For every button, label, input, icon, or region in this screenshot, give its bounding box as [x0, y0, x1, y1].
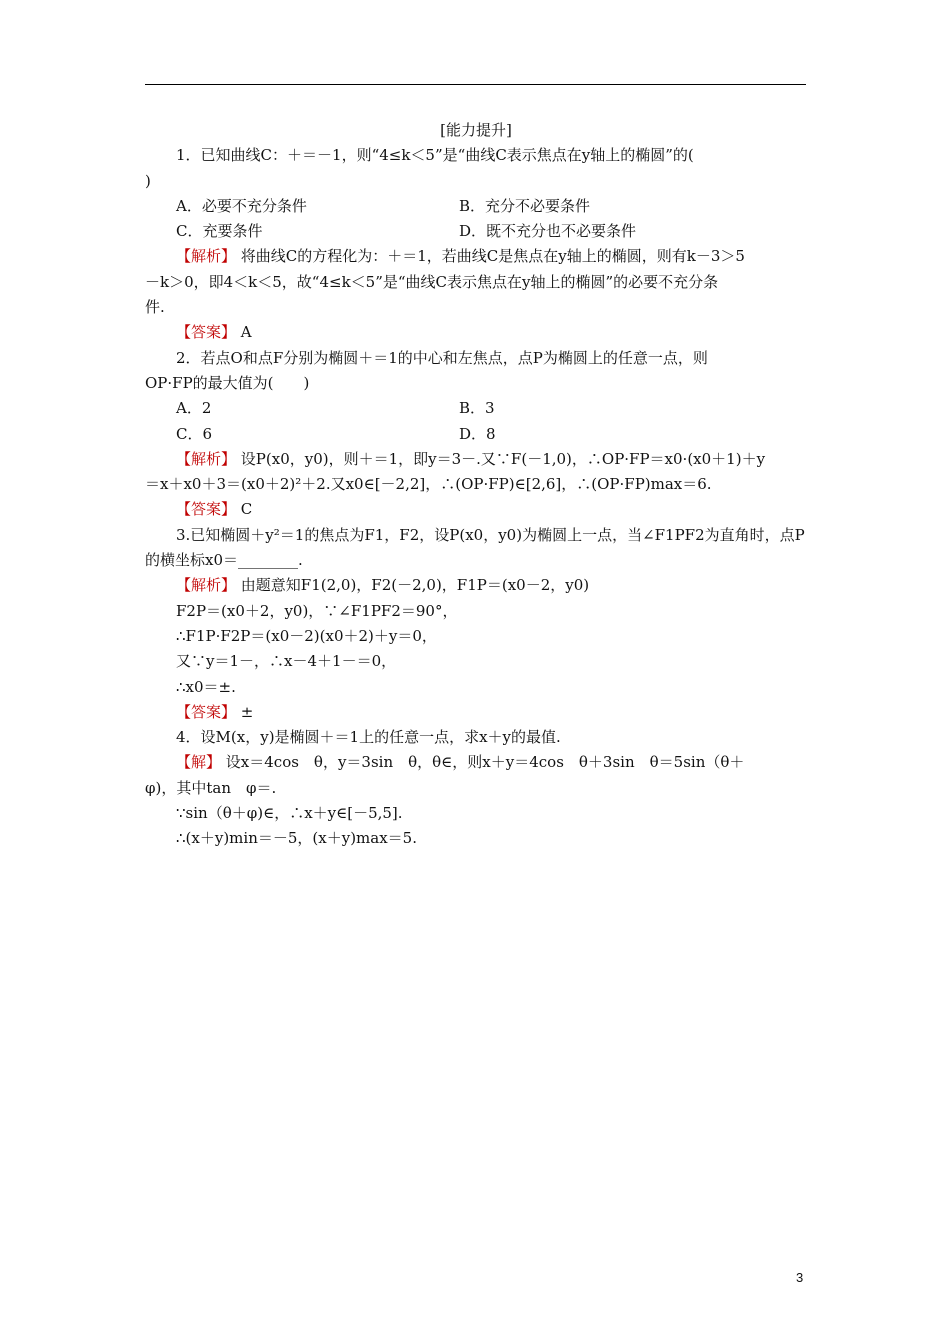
q1-answer: 【答案】 A — [176, 323, 252, 342]
q3-analysis: 【解析】 由题意知F1(2,0)，F2(－2,0)，F1P＝(x0－2，y0) — [176, 576, 590, 595]
q2-option-d: D．8 — [459, 424, 496, 443]
answer-tag: 【答案】 — [176, 702, 237, 721]
question-3 — [145, 523, 807, 725]
q2-analysis-cont: ＝x＋x0＋3＝(x0＋2)²＋2.又x0∈[－2,2]，∴(OP·FP)∈[2,6]，∴(OP·FP)max＝6. — [145, 475, 712, 494]
analysis-tag: 【解析】 — [176, 247, 237, 266]
q4-solution-cont: φ)，其中tan φ＝. — [145, 778, 277, 797]
q1-stem-cont: ) — [145, 171, 151, 190]
q3-answer: 【答案】 ± — [176, 702, 254, 721]
q3-step-2: F2P＝(x0＋2，y0)，∵∠F1PF2＝90°， — [176, 601, 458, 620]
solution-tag: 【解】 — [176, 753, 222, 772]
q1-option-d: D．既不充分也不必要条件 — [459, 222, 637, 241]
q3-step-3: ∴F1P·F2P＝(x0－2)(x0＋2)＋y＝0， — [176, 626, 437, 645]
q1-options-cd — [145, 219, 807, 244]
question-2 — [145, 346, 807, 523]
q1-analysis-end: 件. — [145, 298, 165, 317]
answer-tag: 【答案】 — [176, 323, 237, 342]
q2-stem: 2．若点O和点F分别为椭圆＋＝1的中心和左焦点，点P为椭圆上的任意一点，则 — [176, 348, 708, 367]
q3-step-4: 又∵y＝1－，∴x－4＋1－＝0， — [176, 652, 397, 671]
q2-options-ab — [145, 396, 807, 421]
q1-option-c: C．充要条件 — [176, 222, 263, 241]
q1-options-ab — [145, 194, 807, 219]
q2-option-b: B．3 — [459, 399, 495, 418]
q2-answer: 【答案】 C — [176, 500, 253, 519]
document-body — [145, 118, 807, 852]
q1-analysis-cont: －k＞0，即4＜k＜5，故“4≤k＜5”是“曲线C表示焦点在y轴上的椭圆”的必要不充分条 — [145, 272, 719, 291]
q4-stem: 4．设M(x，y)是椭圆＋＝1上的任意一点，求x＋y的最值. — [176, 728, 561, 747]
q2-stem-cont: OP·FP的最大值为( ) — [145, 373, 310, 392]
q2-options-cd — [145, 422, 807, 447]
header-rule — [145, 84, 806, 85]
analysis-tag: 【解析】 — [176, 576, 237, 595]
q2-option-a: A．2 — [176, 399, 212, 418]
question-1 — [145, 143, 807, 345]
section-title: [能力提升] — [440, 121, 512, 139]
q3-stem: 3.已知椭圆＋y²＝1的焦点为F1，F2，设P(x0，y0)为椭圆上一点，当∠F1PF2为直角时，点P — [176, 525, 805, 544]
q3-stem-cont: 的横坐标x0＝________. — [145, 551, 303, 570]
analysis-tag: 【解析】 — [176, 449, 237, 468]
q2-option-c: C．6 — [176, 424, 213, 443]
q4-step-3: ∵sin（θ＋φ)∈，∴x＋y∈[－5,5]. — [176, 804, 403, 823]
page-number: 3 — [796, 1270, 804, 1285]
q3-step-5: ∴x0＝±. — [176, 677, 236, 696]
q1-option-b: B．充分不必要条件 — [459, 196, 591, 215]
q1-stem: 1．已知曲线C：＋＝－1，则“4≤k＜5”是“曲线C表示焦点在y轴上的椭圆”的( — [176, 146, 694, 165]
q4-solution: 【解】 设x＝4cos θ，y＝3sin θ，θ∈，则x＋y＝4cos θ＋3sin θ＝5sin（θ＋ — [176, 753, 745, 772]
q4-step-4: ∴(x＋y)min＝－5，(x＋y)max＝5. — [176, 829, 417, 848]
q1-option-a: A．必要不充分条件 — [176, 196, 307, 215]
question-4 — [145, 725, 807, 851]
q2-analysis: 【解析】 设P(x0，y0)，则＋＝1，即y＝3－.又∵F(－1,0)，∴OP·FP＝x0·(x0＋1)＋y — [176, 449, 766, 468]
q1-analysis: 【解析】 将曲线C的方程化为：＋＝1，若曲线C是焦点在y轴上的椭圆，则有k－3＞5 — [176, 247, 745, 266]
answer-tag: 【答案】 — [176, 500, 237, 519]
